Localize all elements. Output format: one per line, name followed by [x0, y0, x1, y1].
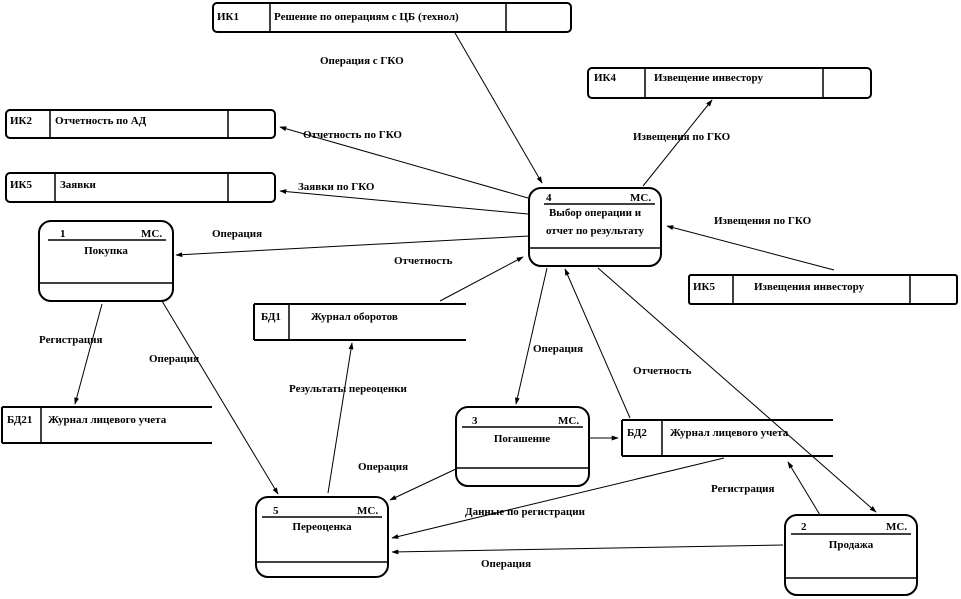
- process-number: 1: [60, 228, 66, 240]
- external-ik5-notices: [689, 275, 957, 304]
- datastore-label: Журнал лицевого учета: [48, 414, 167, 426]
- process-2: [785, 515, 917, 595]
- process-3: [456, 407, 589, 486]
- external-label: Заявки: [60, 179, 96, 191]
- flow-arrow: [643, 100, 712, 186]
- datastore-id: БД1: [261, 311, 281, 323]
- process-1: [39, 221, 173, 301]
- process-number: 3: [472, 415, 478, 427]
- process-tag: МС.: [886, 521, 908, 533]
- external-ik4: [588, 68, 871, 98]
- flow-arrow: [328, 343, 352, 493]
- flow-label: Отчетность: [633, 365, 692, 377]
- process-label: отчет по результату: [545, 225, 645, 237]
- external-id: ИК4: [594, 72, 617, 84]
- datastore-bd1: [254, 304, 466, 340]
- flow-label: Регистрация: [711, 483, 775, 495]
- flow-label: Регистрация: [39, 334, 103, 346]
- external-label: Извещения инвестору: [754, 281, 865, 293]
- flow-arrow: [162, 301, 278, 494]
- process-label: Покупка: [84, 245, 128, 257]
- process-4: [529, 188, 661, 266]
- flow-label: Результаты переоценки: [289, 383, 407, 395]
- flow-label: Извещения по ГКО: [714, 215, 812, 227]
- flow-arrow: [75, 304, 102, 404]
- process-label: Выбор операции и: [548, 207, 642, 219]
- flow-arrow: [516, 268, 547, 404]
- datastore-label: Журнал оборотов: [311, 311, 398, 323]
- external-ik5-requests: [6, 173, 275, 202]
- process-label: Переоценка: [292, 521, 352, 533]
- flow-arrow: [667, 226, 834, 270]
- flow-label: Отчетность по ГКО: [303, 129, 402, 141]
- flow-label: Операция: [533, 343, 584, 355]
- process-number: 4: [546, 192, 552, 204]
- process-number: 2: [801, 521, 807, 533]
- flow-arrow: [788, 462, 820, 515]
- datastore-bd2: [622, 420, 833, 456]
- external-id: ИК1: [217, 11, 240, 23]
- process-tag: МС.: [558, 415, 580, 427]
- external-ik2: [6, 110, 275, 138]
- flow-label: Заявки по ГКО: [298, 181, 375, 193]
- external-label: Отчетность по АД: [55, 115, 147, 127]
- external-id: ИК5: [10, 179, 33, 191]
- datastore-id: БД2: [627, 427, 647, 439]
- process-label: Продажа: [828, 539, 874, 551]
- flow-arrow: [280, 191, 528, 214]
- process-5: [256, 497, 388, 577]
- datastore-label: Журнал лицевого учета: [670, 427, 789, 439]
- external-id: ИК5: [693, 281, 716, 293]
- flow-label: Операция: [481, 558, 532, 570]
- process-number: 5: [273, 505, 279, 517]
- external-label: Извещение инвестору: [654, 72, 764, 84]
- flow-label: Операция: [358, 461, 409, 473]
- flow-label: Операция: [149, 353, 200, 365]
- process-tag: МС.: [141, 228, 163, 240]
- flow-label: Данные по регистрации: [465, 506, 585, 518]
- process-label: Погашение: [493, 433, 551, 445]
- process-tag: МС.: [357, 505, 379, 517]
- external-label: Решение по операциям с ЦБ (технол): [274, 11, 459, 23]
- flow-arrow: [392, 545, 783, 552]
- flow-label: Извещения по ГКО: [633, 131, 731, 143]
- flow-label: Операция: [212, 228, 263, 240]
- flow-arrow: [440, 257, 523, 301]
- process-tag: МС.: [630, 192, 652, 204]
- external-id: ИК2: [10, 115, 33, 127]
- external-ik1: [213, 3, 571, 32]
- flow-label: Операция с ГКО: [320, 55, 404, 67]
- datastore-id: БД21: [7, 414, 33, 426]
- flow-arrow: [455, 33, 542, 183]
- flow-label: Отчетность: [394, 255, 453, 267]
- datastore-bd21: [2, 407, 212, 443]
